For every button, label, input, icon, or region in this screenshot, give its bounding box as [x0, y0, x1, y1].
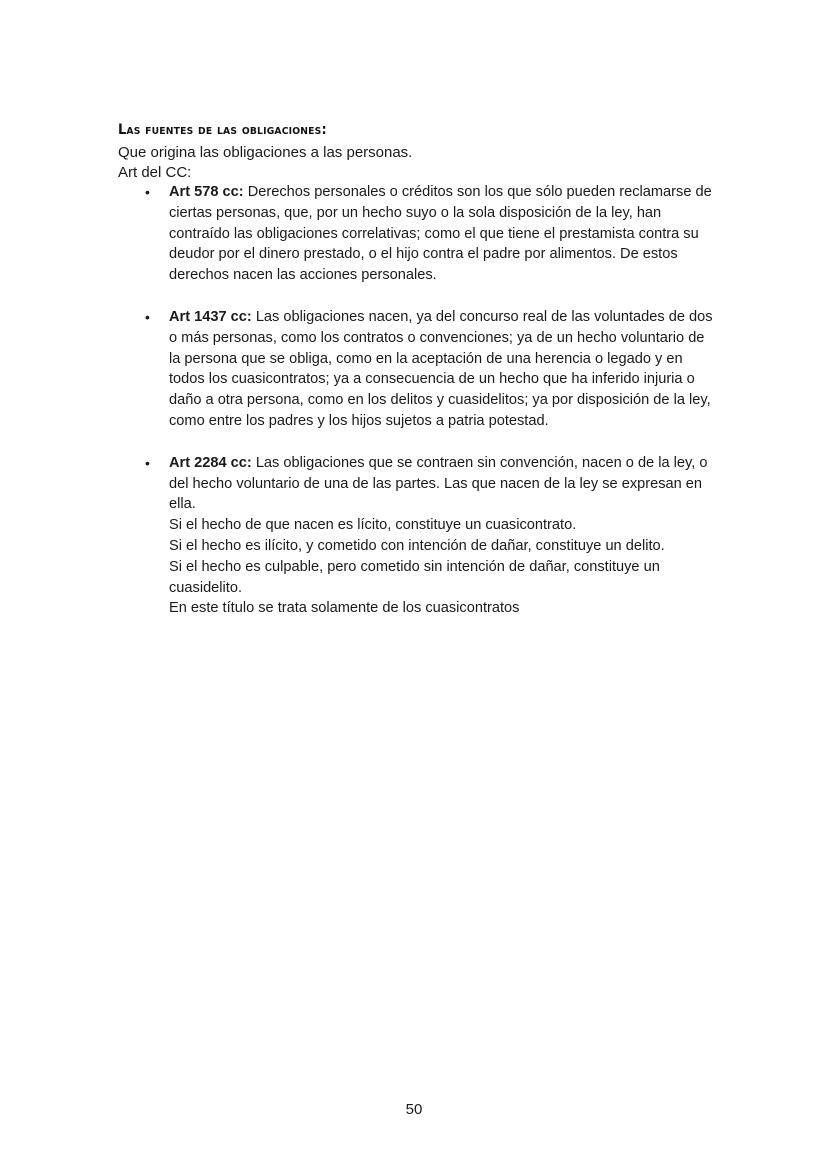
- article-label: Art 2284 cc:: [169, 454, 252, 471]
- article-item: [118, 182, 718, 286]
- article-text: Derechos personales o créditos son los que sólo pueden reclamarse de ciertas personas, que, por un hecho suyo o la sola disposición de la ley, han contraído las obligaciones correlativas; como el que tiene el prestamista contra su deudor por el dinero prestado, o el hijo contra el padre por alimentos. De estos derechos nacen las acciones personales.: [169, 184, 712, 284]
- article-item: [118, 453, 718, 619]
- bullet-icon: •: [145, 308, 150, 325]
- article-list: [118, 182, 718, 640]
- article-extra-line: Si el hecho es ilícito, y cometido con intención de dañar, constituye un delito.: [169, 537, 665, 554]
- page-number: 50: [405, 1101, 423, 1118]
- article-text: Las obligaciones que se contraen sin convención, nacen o de la ley, o del hecho voluntario de una de las partes. Las que nacen de la ley se expresan en ella.: [169, 454, 708, 513]
- intro-block: [118, 143, 412, 183]
- article-text: Las obligaciones nacen, ya del concurso real de las voluntades de dos o más personas, como los contratos o convenciones; ya de un hecho voluntario de la persona que se obliga, como en la aceptación de una herencia o legado y en todos los cuasicontratos; ya a consecuencia de un hecho que ha inferido injuria o daño a otra persona, como en los delitos y cuasidelitos; ya por disposición de la ley, como entre los padres y los hijos sujetos a patria potestad.: [169, 308, 713, 429]
- intro-line: Art del CC:: [118, 164, 192, 181]
- article-extra-line: Si el hecho de que nacen es lícito, constituye un cuasicontrato.: [169, 517, 577, 534]
- article-extra-line: En este título se trata solamente de los cuasicontratos: [169, 600, 520, 617]
- bullet-icon: •: [145, 184, 150, 200]
- article-item: [118, 307, 718, 432]
- intro-line: Que origina las obligaciones a las personas.: [118, 144, 413, 161]
- section-heading: Las fuentes de las obligaciones:: [118, 122, 327, 138]
- article-label: Art 578 cc:: [169, 184, 244, 200]
- article-extra-line: Si el hecho es culpable, pero cometido sin intención de dañar, constituye un cuasidelito.: [169, 558, 660, 596]
- bullet-icon: •: [145, 454, 150, 471]
- article-label: Art 1437 cc:: [169, 308, 252, 325]
